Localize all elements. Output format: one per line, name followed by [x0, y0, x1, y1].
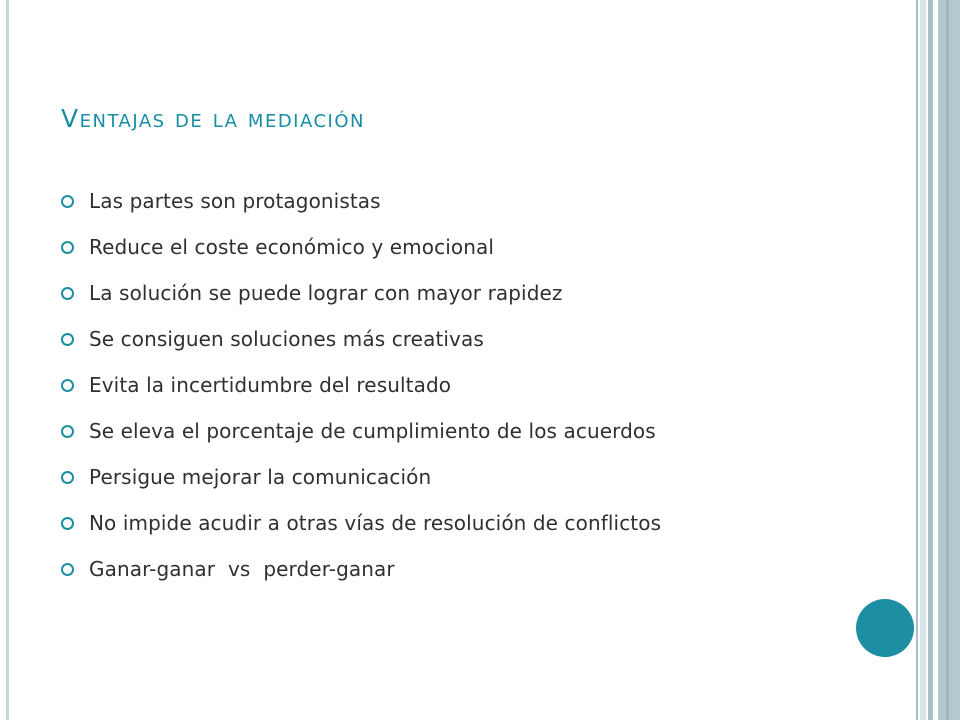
list-item: [61, 546, 661, 592]
ring-bullet-icon: [61, 379, 74, 392]
list-item: [61, 224, 661, 270]
right-stripe: [938, 0, 960, 720]
list-item: [61, 178, 661, 224]
ring-bullet-icon: [61, 333, 74, 346]
bullet-text: La solución se puede lograr con mayor rapidez: [89, 281, 563, 305]
left-frame-line: [6, 0, 9, 720]
ring-bullet-icon: [61, 425, 74, 438]
bullet-text: Las partes son protagonistas: [89, 189, 381, 213]
ring-bullet-icon: [61, 517, 74, 530]
slide-title: Ventajas de la mediación: [61, 104, 365, 133]
right-stripe: [916, 0, 918, 720]
right-stripe: [920, 0, 926, 720]
right-stripe: [946, 0, 949, 720]
bullet-text: Se consiguen soluciones más creativas: [89, 327, 484, 351]
bullet-text: No impide acudir a otras vías de resolución de conflictos: [89, 511, 662, 535]
list-item: [61, 500, 661, 546]
list-item: [61, 454, 661, 500]
list-item: [61, 408, 661, 454]
right-stripe: [928, 0, 933, 720]
ring-bullet-icon: [61, 471, 74, 484]
bullet-text: Reduce el coste económico y emocional: [89, 235, 494, 259]
ring-bullet-icon: [61, 287, 74, 300]
bullet-text: Se eleva el porcentaje de cumplimiento de los acuerdos: [89, 419, 656, 443]
ring-bullet-icon: [61, 563, 74, 576]
teal-circle-icon: [856, 599, 914, 657]
ring-bullet-icon: [61, 241, 74, 254]
bullet-list: [61, 178, 661, 592]
bullet-text: Ganar-ganar vs perder-ganar: [89, 557, 395, 581]
list-item: [61, 316, 661, 362]
list-item: [61, 362, 661, 408]
list-item: [61, 270, 661, 316]
bullet-text: Evita la incertidumbre del resultado: [89, 373, 452, 397]
bullet-text: Persigue mejorar la comunicación: [89, 465, 432, 489]
ring-bullet-icon: [61, 195, 74, 208]
